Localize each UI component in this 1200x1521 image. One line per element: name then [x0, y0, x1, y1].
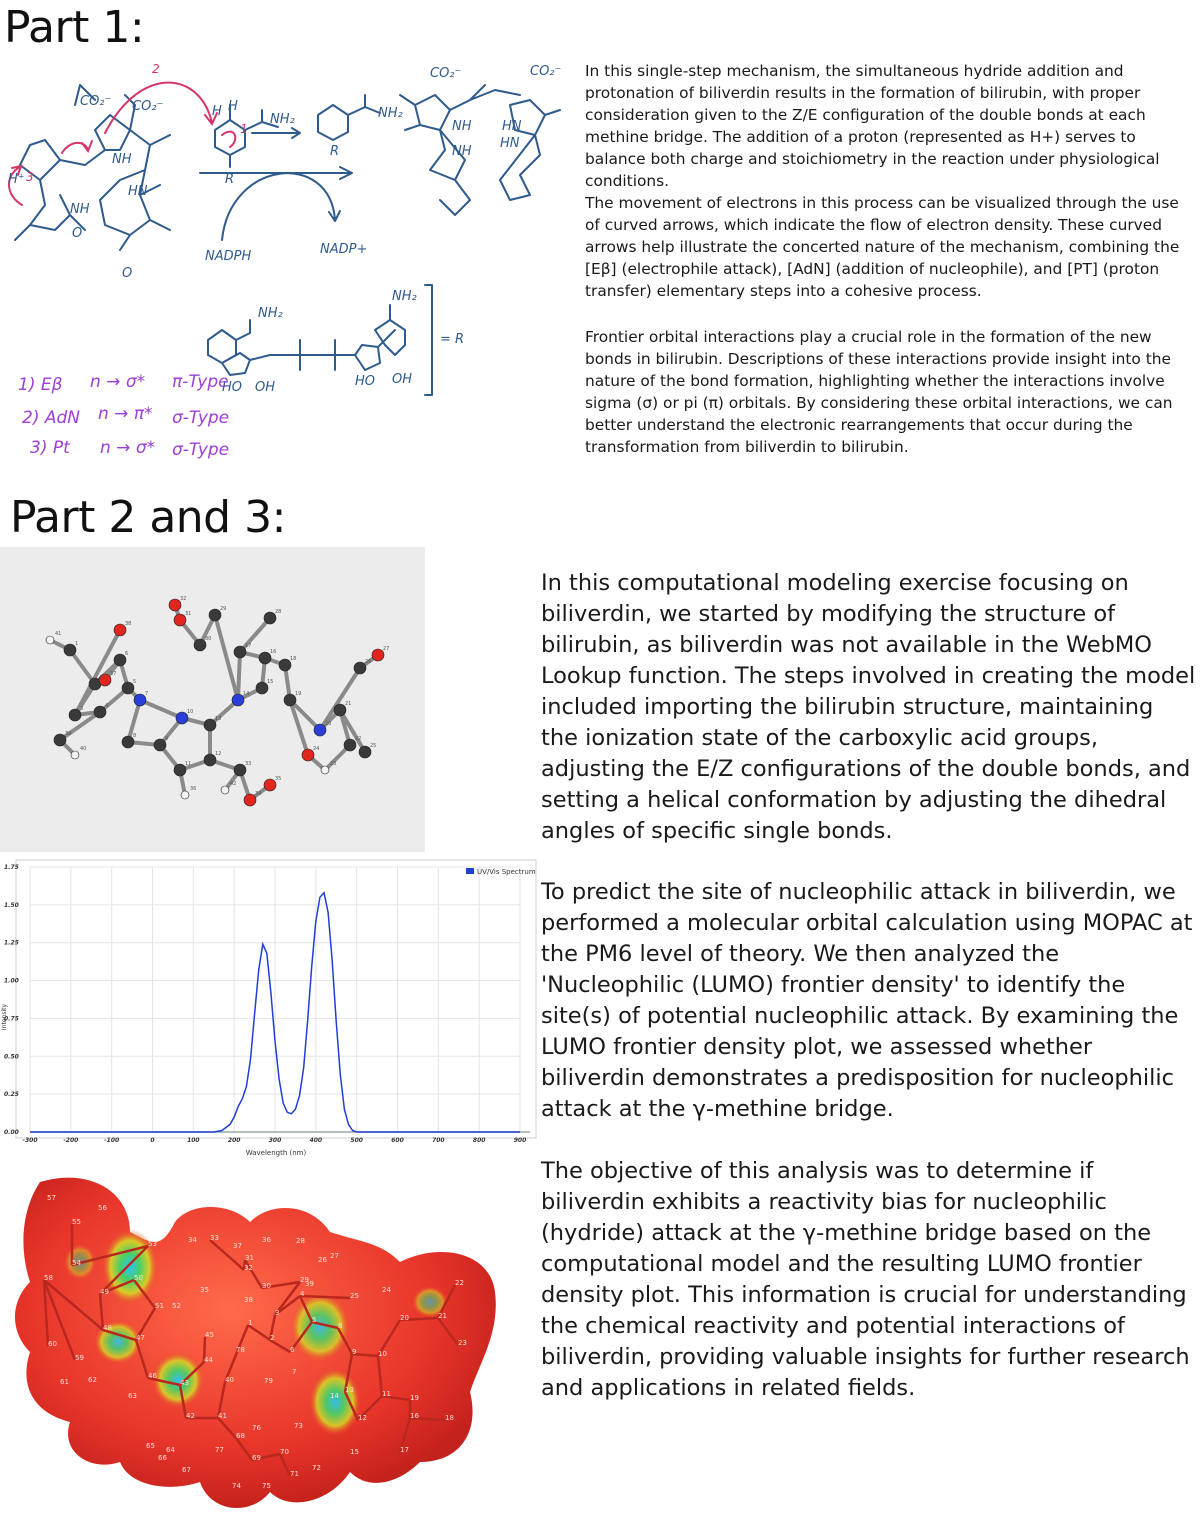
label-nh2-a: NH₂: [270, 112, 295, 127]
surface-atom-label: 21: [438, 1312, 447, 1320]
atom-number-label: 24: [313, 746, 320, 752]
surface-atom-label: 58: [44, 1274, 53, 1282]
surface-atom-label: 66: [158, 1454, 167, 1462]
x-axis-label: Wavelength (nm): [245, 1149, 307, 1157]
surface-atom-label: 64: [166, 1446, 175, 1454]
atom-number-label: 30: [205, 636, 212, 642]
atom-number-label: 33: [245, 761, 252, 767]
surface-atom-label: 30: [262, 1282, 271, 1290]
surface-atom-label: 10: [378, 1350, 387, 1358]
surface-atom-label: 31: [245, 1254, 254, 1262]
atom-number-label: 23: [330, 761, 337, 767]
surface-atom-label: 17: [400, 1446, 409, 1454]
surface-atom-label: 28: [296, 1237, 305, 1245]
surface-atom-label: 7: [292, 1368, 297, 1376]
surface-atom-label: 41: [218, 1412, 227, 1420]
atom-number-label: 39: [65, 731, 72, 737]
atom-number-label: 11: [185, 761, 192, 767]
atom-number-label: 13: [215, 716, 222, 722]
label-r-a: R: [225, 172, 235, 187]
surface-atom-label: 43: [180, 1379, 189, 1387]
x-tick-label: 400: [309, 1137, 323, 1144]
molecule-atom: [181, 791, 189, 799]
step-2-label: 2) AdN: [22, 408, 80, 428]
part1-paragraph-frontier-orbitals: Frontier orbital interactions play a crucial role in the formation of the new bonds in bilirubin. Descriptions of these interactions provide insight into the nature of the bond formation, highlighting whether the interactions involve sigma (σ) or pi (π) orbitals. By considering these orbital interactions, we can better understand the electronic rearrangements that occur during the transformation from biliverdin to bilirubin.: [585, 328, 1173, 456]
surface-atom-label: 73: [294, 1422, 303, 1430]
molecule-atom: [71, 751, 79, 759]
atom-number-label: 15: [267, 679, 274, 685]
molecule-bond: [70, 650, 95, 684]
step-3-type: σ-Type: [172, 440, 230, 460]
part1-paragraph-mechanism: In this single-step mechanism, the simultaneous hydride addition and protonation of biliverdin results in the formation of bilirubin, with proper consideration given to the Z/E configuration of the double bonds at each methine bridge. The addition of a proton (represented as H+) serves to balance both charge and stoichiometry in the reaction under physiological conditions.: [585, 62, 1160, 190]
y-tick-label: 1.00: [4, 977, 19, 985]
label-nh2-d: NH₂: [392, 289, 417, 304]
surface-atom-label: 77: [215, 1446, 224, 1454]
surface-atom-label: 32: [244, 1264, 253, 1272]
surface-atom-label: 26: [318, 1256, 327, 1264]
y-tick-label: 0.75: [4, 1015, 19, 1023]
label-nh2-c: NH₂: [258, 306, 283, 321]
surface-atom-label: 74: [232, 1482, 241, 1490]
surface-atom-label: 39: [305, 1280, 314, 1288]
atom-number-label: 6: [125, 651, 129, 657]
surface-atom-label: 19: [410, 1394, 419, 1402]
label-nh-c: NH: [452, 119, 472, 134]
label-h-a: H: [212, 104, 222, 119]
x-tick-label: 700: [432, 1137, 445, 1144]
surface-atom-label: 25: [350, 1292, 359, 1300]
surface-atom-label: 12: [358, 1414, 367, 1422]
y-tick-label: 0.50: [4, 1053, 19, 1061]
step-2-orbital: n → π*: [98, 404, 153, 424]
surface-atom-label: 70: [280, 1448, 289, 1456]
surface-atom-label: 36: [262, 1236, 271, 1244]
surface-atom-label: 6: [290, 1346, 295, 1354]
x-tick-label: -300: [22, 1137, 38, 1144]
atom-number-label: 28: [275, 609, 282, 615]
step-1-label: 1) Eβ: [18, 375, 63, 395]
surface-atom-label: 27: [330, 1252, 339, 1260]
surface-atom-label: 9: [352, 1348, 357, 1356]
surface-atom-label: 72: [312, 1464, 321, 1472]
label-nadp: NADP+: [320, 242, 368, 257]
surface-atom-label: 42: [186, 1412, 195, 1420]
label-co2-d: CO₂⁻: [530, 64, 562, 79]
surface-atom-label: 45: [205, 1331, 214, 1339]
x-tick-label: 0: [150, 1137, 155, 1144]
y-tick-label: 1.25: [4, 939, 19, 947]
part3-paragraph-objective: The objective of this analysis was to determine if biliverdin exhibits a reactivity bias for nucleophilic (hydride) attack at the γ-methine bridge based on the computational model and the resulting LUMO frontier density plot. This information is crucial for understanding the chemical reactivity and potential interactions of biliverdin, providing valuable insights for further research and applications in related fields.: [541, 1158, 1190, 1401]
atom-number-label: 18: [290, 656, 297, 662]
atom-number-label: 16: [270, 649, 277, 655]
surface-atom-label: 76: [252, 1424, 261, 1432]
lumo-density-surface: [0, 1162, 505, 1521]
surface-atom-label: 57: [47, 1194, 56, 1202]
step-2-type: σ-Type: [172, 408, 230, 428]
mechanism-drawing: [0, 55, 565, 465]
label-nh-d: NH: [452, 144, 472, 159]
surface-atom-label: 63: [128, 1392, 137, 1400]
atom-number-label: 26: [365, 659, 372, 665]
y-tick-label: 1.75: [4, 864, 19, 871]
surface-atom-label: 62: [88, 1376, 97, 1384]
arrow-number-1: 1: [240, 122, 248, 136]
atom-number-label: 9: [165, 736, 169, 742]
atom-number-label: 35: [275, 776, 282, 782]
step-3-label: 3) Pt: [30, 438, 70, 458]
surface-atom-label: 78: [236, 1346, 245, 1354]
surface-atom-label: 37: [233, 1242, 242, 1250]
atom-number-label: 12: [215, 751, 222, 757]
surface-atom-label: 34: [188, 1236, 197, 1244]
molecule-bond: [140, 700, 182, 718]
label-oh-a: OH: [255, 380, 276, 395]
label-ho-a: HO: [222, 380, 243, 395]
label-nh2-b: NH₂: [378, 106, 403, 121]
y-tick-label: 0.25: [4, 1091, 19, 1099]
molecule-atom: [221, 786, 229, 794]
surface-atom-label: 16: [410, 1412, 419, 1420]
atom-number-label: 37: [110, 671, 117, 677]
surface-atom-label: 20: [400, 1314, 409, 1322]
surface-atom-label: 55: [72, 1218, 81, 1226]
surface-atom-label: 49: [100, 1288, 109, 1296]
atom-number-label: 8: [133, 733, 137, 739]
surface-atom-label: 11: [382, 1390, 391, 1398]
label-oh-b: OH: [392, 372, 413, 387]
surface-atom-label: 13: [345, 1386, 354, 1394]
label-ho-b: HO: [355, 374, 376, 389]
atom-number-label: 29: [220, 606, 227, 612]
x-tick-label: 800: [472, 1137, 486, 1144]
label-hn-b: HN: [502, 119, 522, 134]
surface-atom-label: 47: [136, 1334, 145, 1342]
label-nh-a: NH: [70, 202, 90, 217]
atom-number-label: 34: [255, 791, 262, 797]
label-h-plus: H⁺: [8, 172, 25, 187]
atom-number-label: 19: [295, 691, 302, 697]
molecule-bond: [215, 615, 238, 700]
surface-atom-label: 46: [148, 1372, 157, 1380]
atom-number-label: 5: [133, 679, 137, 685]
surface-atom-label: 79: [264, 1377, 273, 1385]
ball-and-stick-model: [0, 547, 425, 852]
atom-number-label: 20: [325, 721, 332, 727]
molecule-bond: [238, 652, 240, 700]
atom-number-label: 21: [345, 701, 352, 707]
atom-number-label: 42: [230, 781, 237, 787]
surface-atom-label: 22: [455, 1279, 464, 1287]
label-o-b: O: [72, 226, 83, 241]
step-3-orbital: n → σ*: [100, 438, 156, 458]
surface-atom-label: 44: [204, 1356, 213, 1364]
label-r-b: R: [330, 144, 340, 159]
atom-number-label: 7: [145, 691, 149, 697]
y-tick-label: 1.50: [4, 901, 19, 909]
surface-atom-label: 14: [330, 1392, 339, 1400]
part2-paragraph-modeling: In this computational modeling exercise focusing on biliverdin, we started by modifying the structure of bilirubin, as biliverdin was not available in the WebMO Lookup function. The steps involved in creating the model included importing the bilirubin structure, maintaining the ionization state of the carboxylic acid groups, adjusting the E/Z configurations of the double bonds, and setting a helical conformation by adjusting the dihedral angles of specific single bonds.: [541, 570, 1196, 844]
x-tick-label: 500: [350, 1137, 363, 1144]
atom-number-label: 25: [370, 743, 377, 749]
atom-number-label: 14: [243, 691, 250, 697]
surface-atom-label: 54: [72, 1259, 81, 1267]
surface-atom-label: 69: [252, 1454, 261, 1462]
surface-atom-label: 68: [236, 1432, 245, 1440]
label-h-b: H: [228, 99, 238, 114]
surface-atom-label: 2: [270, 1334, 275, 1342]
label-co2-b: CO₂⁻: [132, 99, 164, 114]
step-1-orbital: n → σ*: [90, 372, 146, 392]
surface-atom-label: 35: [200, 1286, 209, 1294]
surface-atom-label: 53: [148, 1240, 157, 1248]
atom-number-label: 27: [383, 646, 390, 652]
surface-atom-label: 50: [134, 1274, 143, 1282]
atom-number-label: 36: [190, 786, 197, 792]
x-tick-label: 300: [268, 1137, 282, 1144]
atom-number-label: 32: [180, 596, 187, 602]
arrow-number-3: 3: [26, 170, 34, 184]
atom-number-label: 10: [187, 709, 194, 715]
surface-atom-label: 8: [338, 1322, 343, 1330]
surface-atom-label: 4: [300, 1290, 305, 1298]
step-1-type: π-Type: [172, 372, 229, 392]
surface-atom-label: 61: [60, 1378, 69, 1386]
surface-atom-label: 52: [172, 1302, 181, 1310]
x-tick-label: -200: [63, 1137, 79, 1144]
atom-number-label: 41: [55, 631, 62, 637]
surface-atom-label: 67: [182, 1466, 191, 1474]
part1-paragraph-curved-arrows: The movement of electrons in this process can be visualized through the use of curved arrows, which indicate the flow of electron density. These curved arrows help illustrate the concerted nature of the mechanism, combining the [Eβ] (electrophile attack), [AdN] (addition of nucleophile), and [PT] (proton transfer) elementary steps into a cohesive process.: [585, 194, 1180, 300]
label-hn-a: HN: [128, 184, 148, 199]
part1-heading: Part 1:: [4, 2, 145, 53]
y-axis-label: Intensity: [1, 1003, 8, 1031]
label-co2-c: CO₂⁻: [430, 66, 462, 81]
atom-number-label: 3: [80, 706, 84, 712]
surface-atom-label: 40: [225, 1376, 234, 1384]
x-tick-label: 100: [187, 1137, 200, 1144]
surface-atom-label: 59: [75, 1354, 84, 1362]
molecule-atom: [46, 636, 54, 644]
label-co2-a: CO₂⁻: [80, 94, 112, 109]
surface-atom-label: 51: [155, 1302, 164, 1310]
part2-paragraph-nucleophilic: To predict the site of nucleophilic attack in biliverdin, we performed a molecular orbital calculation using MOPAC at the PM6 level of theory. We then analyzed the 'Nucleophilic (LUMO) frontier density' to identify the site(s) of potential nucleophilic attack. By examining the LUMO frontier density plot, we assessed whether biliverdin demonstrates a predisposition for nucleophilic attack at the γ-methine bridge.: [541, 879, 1193, 1122]
molecule-atom: [321, 766, 329, 774]
arrow-number-2: 2: [152, 62, 160, 76]
atom-number-label: 1: [75, 641, 79, 647]
x-tick-label: 900: [513, 1137, 527, 1144]
label-o-a: O: [122, 266, 133, 281]
surface-atom-label: 15: [350, 1448, 359, 1456]
atom-number-label: 22: [355, 736, 362, 742]
atom-number-label: 2: [100, 675, 104, 681]
surface-atom-label: 29: [300, 1276, 309, 1284]
label-nh-b: NH: [112, 152, 132, 167]
label-nadph: NADPH: [205, 249, 252, 264]
surface-atom-label: 1: [248, 1319, 253, 1327]
surface-atom-label: 75: [262, 1482, 271, 1490]
surface-atom-label: 60: [48, 1340, 57, 1348]
atom-number-label: 31: [185, 611, 192, 617]
atom-number-label: 40: [80, 746, 87, 752]
x-tick-label: 600: [391, 1137, 404, 1144]
surface-atom-label: 65: [146, 1442, 155, 1450]
surface-atom-label: 56: [98, 1204, 107, 1212]
part23-heading: Part 2 and 3:: [10, 492, 286, 543]
x-tick-label: 200: [227, 1137, 241, 1144]
label-hn-c: HN: [500, 136, 520, 151]
atom-number-label: 17: [245, 643, 252, 649]
surface-atom-label: 23: [458, 1339, 467, 1347]
surface-atom-label: 33: [210, 1234, 219, 1242]
surface-atom-label: 5: [312, 1316, 317, 1324]
atom-number-label: 4: [105, 703, 109, 709]
legend-swatch: [466, 868, 474, 874]
surface-atom-label: 3: [275, 1309, 280, 1317]
y-tick-label: 0.00: [4, 1129, 19, 1136]
uv-vis-spectrum-chart: [0, 852, 540, 1162]
x-tick-label: -100: [104, 1137, 120, 1144]
atom-number-label: 38: [125, 621, 132, 627]
surface-atom-label: 24: [382, 1286, 391, 1294]
surface-atom-label: 38: [244, 1296, 253, 1304]
surface-atom-label: 71: [290, 1470, 299, 1478]
legend-label: UV/Vis Spectrum: [477, 868, 536, 876]
label-eq-r: = R: [440, 332, 465, 347]
surface-atom-label: 18: [445, 1414, 454, 1422]
surface-atom-label: 48: [103, 1324, 112, 1332]
